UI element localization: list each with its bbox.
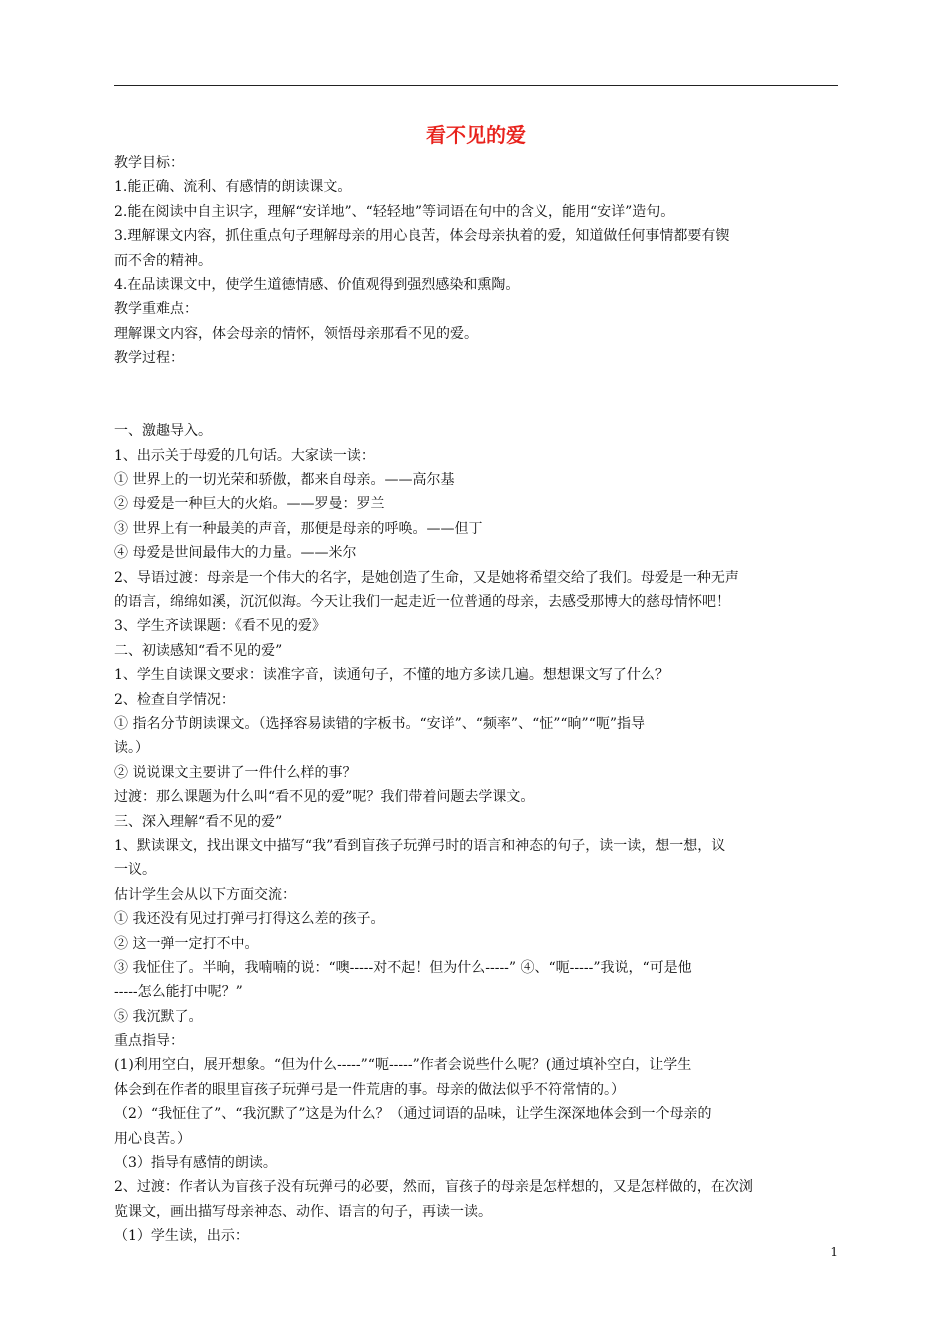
text-line: 1.能正确、流利、有感情的朗读课文。 [114,179,352,196]
document-body [114,151,838,1249]
text-line: 2、检查自学情况： [114,691,235,708]
text-line: 4.在品读课文中，使学生道德情感、价值观得到强烈感染和熏陶。 [114,276,520,293]
text-line: 一、激趣导入。 [114,423,212,440]
text-line: 教学目标： [114,155,184,171]
text-line: ① 指名分节朗读课文。（选择容易读错的字板书。“安详”、“频率”、“怔”“晌”“呃”指导 [114,716,646,732]
text-line: 3、学生齐读课题：《看不见的爱》 [114,618,326,635]
text-line: 2、过渡：作者认为盲孩子没有玩弹弓的必要，然而，盲孩子的母亲是怎样想的，又是怎样做的，在次浏 [114,1179,753,1196]
text-line: 二、初读感知“看不见的爱” [114,642,283,659]
text-line: 1、出示关于母爱的几句话。大家读一读： [114,447,375,464]
text-line: 教学重难点： [114,301,198,318]
text-line: ③ 我怔住了。半晌，我喃喃的说：“噢-----对不起！但为什么-----” ④、“呃-----”我说，“可是他 [114,959,692,976]
text-line: 体会到在作者的眼里盲孩子玩弹弓是一件荒唐的事。母亲的做法似乎不符常情的。） [114,1081,625,1098]
text-line: 1、学生自读课文要求：读准字音，读通句子，不懂的地方多读几遍。想想课文写了什么？ [114,667,669,684]
text-line: 3.理解课文内容，抓住重点句子理解母亲的用心良苦，体会母亲执着的爱，知道做任何事情都要有锲 [114,228,730,245]
text-line: ② 说说课文主要讲了一件什么样的事？ [114,764,357,781]
text-line: -----怎么能打中呢？” [114,984,243,1001]
text-line: (1)利用空白，展开想象。“但为什么-----”“呃-----”作者会说些什么呢？(通过填补空白，让学生 [114,1057,692,1074]
text-line: 1、默读课文，找出课文中描写“我”看到盲孩子玩弹弓时的语言和神态的句子，读一读，想一想，议 [114,837,726,854]
text-line: 2.能在阅读中自主识字，理解“安详地”、“轻轻地”等词语在句中的含义，能用“安详”造句。 [114,203,675,220]
document-title: 看不见的爱 [426,123,526,147]
blank-line [114,371,838,420]
text-line: 三、深入理解“看不见的爱” [114,813,283,830]
text-line: 估计学生会从以下方面交流： [114,886,296,903]
text-line: 的语言，绵绵如溪，沉沉似海。今天让我们一起走近一位普通的母亲，去感受那博大的慈母情怀吧！ [114,594,730,611]
text-line: ② 母爱是一种巨大的火焰。——罗曼：罗兰 [114,496,385,513]
text-line: 读。） [114,740,149,757]
text-line: 而不舍的精神。 [114,252,212,269]
text-line: 览课文，画出描写母亲神态、动作、语言的句子，再读一读。 [114,1203,492,1220]
text-line: （1）学生读，出示： [114,1228,249,1245]
text-line: 理解课文内容，体会母亲的情怀，领悟母亲那看不见的爱。 [114,325,478,342]
page-number: 1 [830,1245,838,1259]
text-line: 教学过程： [114,350,184,367]
text-line: 用心良苦。） [114,1130,191,1147]
text-line: ④ 母爱是世间最伟大的力量。——米尔 [114,545,357,562]
text-line: 过渡：那么课题为什么叫“看不见的爱”呢？我们带着问题去学课文。 [114,789,535,806]
text-line: ① 我还没有见过打弹弓打得这么差的孩子。 [114,911,385,928]
text-line: ③ 世界上有一种最美的声音，那便是母亲的呼唤。——但丁 [114,520,483,537]
text-line: ⑤ 我沉默了。 [114,1008,203,1025]
text-line: 2、导语过渡：母亲是一个伟大的名字，是她创造了生命，又是她将希望交给了我们。母爱是一种无声 [114,569,739,586]
text-line: 重点指导： [114,1033,184,1050]
text-line: （3）指导有感情的朗读。 [114,1155,277,1172]
text-line: （2）“我怔住了”、“我沉默了”这是为什么？（通过词语的品味，让学生深深地体会到一个母亲的 [114,1106,712,1123]
text-line: 一议。 [114,862,156,879]
text-line: ① 世界上的一切光荣和骄傲，都来自母亲。——高尔基 [114,472,455,489]
header-rule [114,85,838,86]
text-line: ② 这一弹一定打不中。 [114,935,259,952]
